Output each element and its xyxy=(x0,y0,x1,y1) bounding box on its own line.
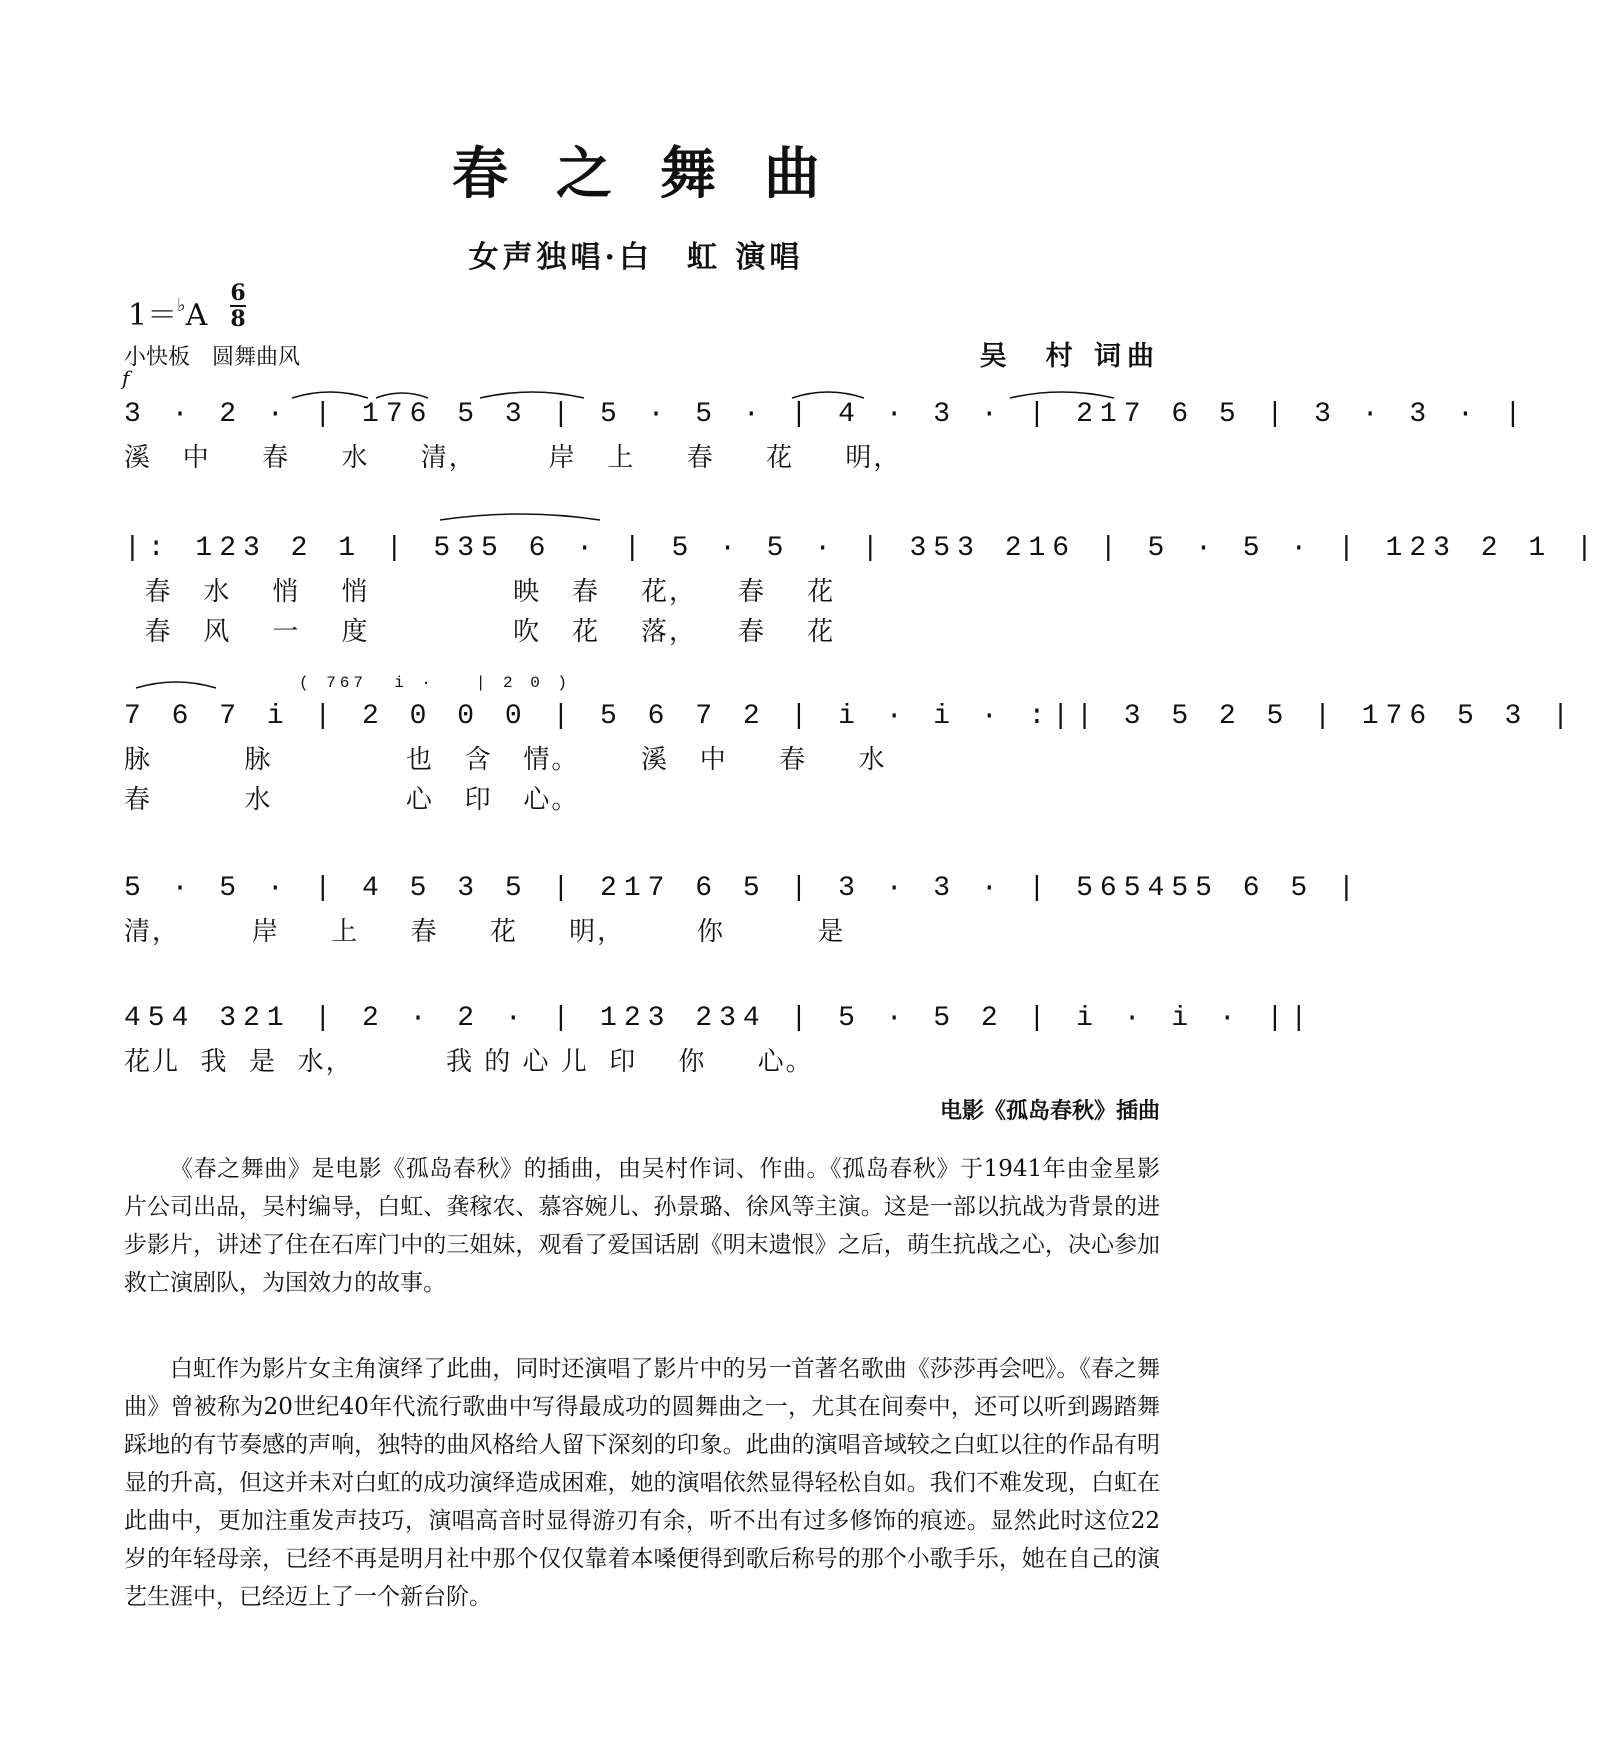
subtitle: 女声独唱·白 虹 演唱 xyxy=(468,240,804,275)
lyric-line: 春 风 一 度 吹 花 落， 春 花 xyxy=(124,617,836,647)
slur xyxy=(792,392,864,398)
slur xyxy=(292,392,368,398)
slur xyxy=(480,392,584,398)
tempo-marking: 小快板 圆舞曲风 xyxy=(124,345,301,370)
composer-credit: 吴 村 词曲 xyxy=(979,341,1160,372)
slur xyxy=(1010,392,1114,398)
lyric-line: 脉 脉 也 含 情。 溪 中 春 水 xyxy=(124,745,887,775)
time-top: 6 xyxy=(230,280,246,306)
lyric-line: 春 水 心 印 心。 xyxy=(124,785,580,815)
slur xyxy=(376,393,428,398)
interlude-cue: ( 767 i · | 2 0 ) xyxy=(299,674,572,692)
notation-line: 3 · 2 · | 176 5 3 | 5 · 5 · | 4 · 3 · | 217 6 5 | 3 · 3 · | xyxy=(124,399,1529,430)
notation-line: 7 6 7 i | 2 0 0 0 | 5 6 7 2 | i · i · :|| 3 5 2 5 | 176 5 3 | xyxy=(124,701,1576,732)
slur xyxy=(440,514,600,520)
dynamic-marking: f xyxy=(122,366,130,390)
lyric-line: 溪 中 春 水 清， 岸 上 春 花 明， xyxy=(124,443,902,473)
lyric-line: 花儿 我 是 水， 我 的 心 儿 印 你 心。 xyxy=(124,1047,814,1077)
notation-line: |: 123 2 1 | 535 6 · | 5 · 5 · | 353 216 | 5 · 5 · | 123 2 1 | xyxy=(124,533,1600,564)
key-prefix: 1＝ xyxy=(128,298,178,333)
paragraph-1: 《春之舞曲》是电影《孤岛春秋》的插曲，由吴村作词、作曲。《孤岛春秋》于1941年由金星影片公司出品，吴村编导，白虹、龚稼农、慕容婉儿、孙景璐、徐风等主演。这是一部以抗战为背景的进步影片，讲述了住在石库门中的三姐妹，观看了爱国话剧《明末遗恨》之后，萌生抗战之心，决心参加救亡演剧队，为国效力的故事。 xyxy=(124,1156,1160,1296)
notation-line: 454 321 | 2 · 2 · | 123 234 | 5 · 5 2 | i · i · || xyxy=(124,1003,1315,1034)
paragraph-2: 白虹作为影片女主角演绎了此曲，同时还演唱了影片中的另一首著名歌曲《莎莎再会吧》。《春之舞曲》曾被称为20世纪40年代流行歌曲中写得最成功的圆舞曲之一，尤其在间奏中，还可以听到踢踏舞踩地的有节奏感的声响，独特的曲风格给人留下深刻的印象。此曲的演唱音域较之白虹以往的作品有明显的升高，但这并未对白虹的成功演绎造成困难，她的演唱依然显得轻松自如。我们不难发现，白虹在此曲中，更加注重发声技巧，演唱高音时显得游刃有余，听不出有过多修饰的痕迹。显然此时这位22岁的年轻母亲，已经不再是明月社中那个仅仅靠着本嗓便得到歌后称号的那个小歌手乐，她在自己的演艺生涯中，已经迈上了一个新台阶。 xyxy=(124,1356,1160,1610)
lyric-line: 清， 岸 上 春 花 明， 你 是 xyxy=(124,917,846,947)
source-caption: 电影《孤岛春秋》插曲 xyxy=(939,1099,1160,1124)
flat-sign: ♭ xyxy=(177,295,186,316)
slur xyxy=(136,682,216,688)
page-title: 春之舞曲 xyxy=(452,141,868,207)
time-bottom: 8 xyxy=(230,306,246,332)
key-note: A xyxy=(185,298,208,333)
notation-line: 5 · 5 · | 4 5 3 5 | 217 6 5 | 3 · 3 · | 565455 6 5 | xyxy=(124,873,1362,904)
lyric-line: 春 水 悄 悄 映 春 花， 春 花 xyxy=(124,577,836,607)
